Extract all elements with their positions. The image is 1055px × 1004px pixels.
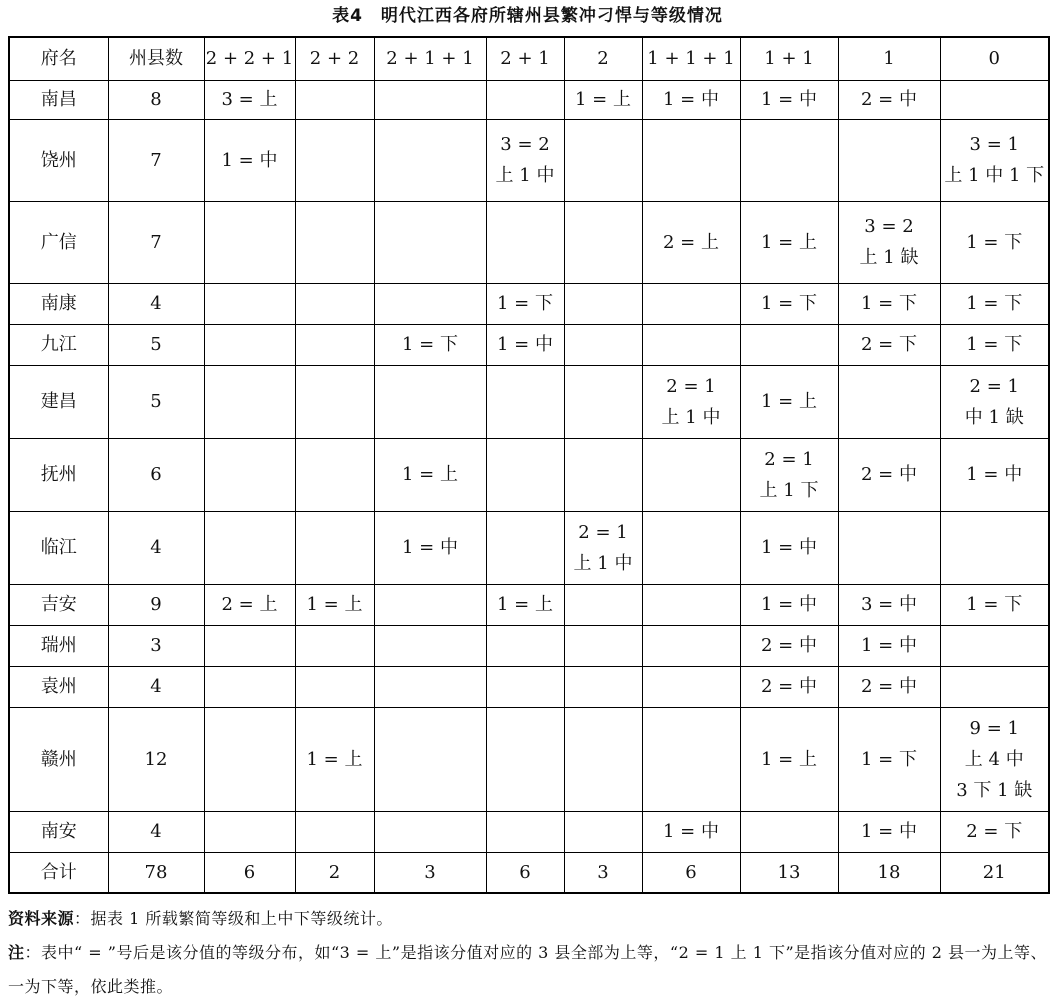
table-cell: 1 = 中: [486, 324, 564, 365]
cell-line: 2 = 1: [578, 521, 628, 543]
table-cell: 4: [108, 811, 204, 852]
table-cell: [374, 811, 486, 852]
table-cell: 3: [108, 625, 204, 666]
table-cell: [295, 365, 374, 438]
table-cell: [486, 438, 564, 511]
table-cell: [940, 511, 1049, 584]
table-cell: 吉安: [9, 584, 108, 625]
table-cell: [740, 811, 838, 852]
header-cell: 0: [940, 37, 1049, 80]
table-cell: [486, 625, 564, 666]
table-cell: 1 = 中: [740, 80, 838, 119]
table-cell: [295, 811, 374, 852]
table-cell: [564, 365, 642, 438]
table-row: [9, 438, 1049, 511]
cell-line: 上 1 中 1 下: [944, 165, 1045, 186]
table-cell: 1 = 下: [486, 283, 564, 324]
table-cell: [642, 584, 740, 625]
table-cell: 1 = 中: [740, 511, 838, 584]
source-label: 资料来源: [8, 909, 75, 928]
table-cell: 1 = 下: [940, 324, 1049, 365]
table-cell: 临江: [9, 511, 108, 584]
table-cell: [564, 707, 642, 811]
table-cell: [564, 283, 642, 324]
table-cell: 21: [940, 852, 1049, 893]
table-cell: 1 = 中: [740, 584, 838, 625]
table-cell: 1 = 下: [740, 283, 838, 324]
table-cell: [486, 365, 564, 438]
table-cell: 1 = 上: [740, 707, 838, 811]
cell-line: 上 1 缺: [859, 247, 919, 268]
table-cell: [374, 119, 486, 201]
table-cell: [642, 365, 740, 438]
cell-line: 2 = 1: [764, 448, 814, 470]
table-cell: [838, 201, 940, 283]
table-cell: [564, 811, 642, 852]
table-cell: 4: [108, 666, 204, 707]
cell-line: 3 = 2: [500, 134, 550, 155]
table-cell: [486, 119, 564, 201]
cell-line: 2 = 1: [969, 375, 1019, 397]
table-cell: 3 = 中: [838, 584, 940, 625]
header-cell: 1 + 1: [740, 37, 838, 80]
header-cell: 2 + 2 + 1: [204, 37, 295, 80]
table-cell: [838, 365, 940, 438]
table-row: [9, 511, 1049, 584]
table-cell: 1 = 上: [374, 438, 486, 511]
table-cell: 2 = 下: [940, 811, 1049, 852]
table-cell: 1 = 下: [838, 707, 940, 811]
header-cell: 1: [838, 37, 940, 80]
table-cell: [204, 324, 295, 365]
table-cell: 1 = 中: [642, 811, 740, 852]
table-cell: [204, 811, 295, 852]
table-notes: [8, 902, 1048, 1004]
table-cell: 12: [108, 707, 204, 811]
header-row: [9, 37, 1049, 80]
table-row: [9, 584, 1049, 625]
table-cell: 4: [108, 511, 204, 584]
table-cell: [295, 625, 374, 666]
table-cell: 抚州: [9, 438, 108, 511]
table-cell: 1 = 上: [486, 584, 564, 625]
table-row: [9, 666, 1049, 707]
table-cell: 1 = 上: [564, 80, 642, 119]
table-cell: 1 = 下: [940, 283, 1049, 324]
note-label: 注: [8, 943, 25, 962]
table-cell: 3: [374, 852, 486, 893]
table-cell: 13: [740, 852, 838, 893]
table-cell: [486, 201, 564, 283]
header-cell: 2: [564, 37, 642, 80]
table-cell: 2: [295, 852, 374, 893]
table-cell: 1 = 下: [838, 283, 940, 324]
table-cell: 7: [108, 119, 204, 201]
table-cell: 3: [564, 852, 642, 893]
table-cell: [642, 438, 740, 511]
header-cell: 府名: [9, 37, 108, 80]
table-cell: 1 = 上: [295, 707, 374, 811]
table-cell: 2 = 中: [740, 625, 838, 666]
table-cell: 1 = 中: [940, 438, 1049, 511]
table-cell: [564, 119, 642, 201]
table-cell: 饶州: [9, 119, 108, 201]
table-cell: 南昌: [9, 80, 108, 119]
table-cell: 1 = 上: [295, 584, 374, 625]
table-cell: 18: [838, 852, 940, 893]
table-cell: 九江: [9, 324, 108, 365]
table-cell: [486, 811, 564, 852]
table-cell: [486, 666, 564, 707]
table-cell: [204, 707, 295, 811]
cell-line: 上 1 中: [661, 406, 721, 428]
table-cell: [564, 584, 642, 625]
table-cell: [642, 666, 740, 707]
table-cell: [740, 119, 838, 201]
table-cell: 袁州: [9, 666, 108, 707]
cell-line: 上 1 下: [759, 479, 819, 501]
cell-line: 上 4 中: [964, 748, 1024, 770]
table-cell: 1 = 上: [740, 201, 838, 283]
table-title: 表4 明代江西各府所辖州县繁冲刁悍与等级情况: [332, 6, 723, 26]
table-cell: 78: [108, 852, 204, 893]
cell-line: 3 下 1 缺: [956, 779, 1033, 801]
cell-line: 上 1 中: [573, 552, 633, 574]
table-cell: [374, 283, 486, 324]
cell-line: 9 = 1: [969, 717, 1019, 739]
table-cell: [940, 625, 1049, 666]
table-cell: [940, 707, 1049, 811]
table-row: [9, 707, 1049, 811]
table-cell: [740, 438, 838, 511]
table-cell: 合计: [9, 852, 108, 893]
table-cell: [374, 584, 486, 625]
table-cell: [295, 80, 374, 119]
table-cell: [295, 511, 374, 584]
table-cell: [564, 201, 642, 283]
cell-line: 3 = 1: [969, 134, 1019, 155]
table-cell: [374, 201, 486, 283]
table-cell: 1 = 中: [204, 119, 295, 201]
table-row: [9, 625, 1049, 666]
table-cell: [564, 324, 642, 365]
table-cell: [295, 201, 374, 283]
table-cell: 2 = 中: [838, 80, 940, 119]
table-cell: [295, 324, 374, 365]
table-cell: [204, 365, 295, 438]
table-cell: [940, 666, 1049, 707]
cell-line: 3 = 2: [864, 216, 914, 237]
table-cell: 1 = 下: [940, 584, 1049, 625]
table-row: [9, 283, 1049, 324]
table-cell: [642, 283, 740, 324]
table-cell: [374, 625, 486, 666]
table-cell: [374, 80, 486, 119]
table-cell: [486, 707, 564, 811]
table-cell: 9: [108, 584, 204, 625]
data-table: [8, 36, 1050, 894]
header-cell: 2 + 2: [295, 37, 374, 80]
table-cell: [642, 625, 740, 666]
table-row: [9, 80, 1049, 119]
table-cell: 广信: [9, 201, 108, 283]
table-cell: [642, 511, 740, 584]
table-cell: [486, 511, 564, 584]
table-cell: 6: [486, 852, 564, 893]
explanatory-note: [8, 936, 1048, 1004]
table-cell: [642, 119, 740, 201]
header-cell: 1 + 1 + 1: [642, 37, 740, 80]
table-cell: [204, 625, 295, 666]
table-cell: 1 = 下: [374, 324, 486, 365]
table-cell: [295, 283, 374, 324]
table-cell: [204, 283, 295, 324]
table-cell: 1 = 下: [940, 201, 1049, 283]
header-cell: 州县数: [108, 37, 204, 80]
table-row: [9, 811, 1049, 852]
table-cell: [295, 119, 374, 201]
table-cell: [204, 666, 295, 707]
note-text: ：表中“ = ”号后是该分值的等级分布，如“3 = 上”是指该分值对应的 3 县全部为上等，“2 = 1 上 1 下”是指该分值对应的 2 县一为上等、一为下等，依此类推。: [8, 943, 1048, 996]
source-note: [8, 902, 1048, 936]
cell-line: 上 1 中: [495, 165, 555, 186]
table-cell: 6: [642, 852, 740, 893]
table-cell: 8: [108, 80, 204, 119]
cell-line: 中 1 缺: [964, 406, 1024, 428]
table-cell: 4: [108, 283, 204, 324]
table-cell: [204, 438, 295, 511]
table-cell: 6: [108, 438, 204, 511]
table-cell: [374, 365, 486, 438]
table-cell: [940, 365, 1049, 438]
table-cell: [374, 666, 486, 707]
table-cell: [486, 80, 564, 119]
table-cell: 南康: [9, 283, 108, 324]
table-row: [9, 365, 1049, 438]
table-cell: 2 = 下: [838, 324, 940, 365]
table-row: [9, 201, 1049, 283]
table-cell: 瑞州: [9, 625, 108, 666]
table-cell: [740, 324, 838, 365]
header-cell: 2 + 1 + 1: [374, 37, 486, 80]
table-cell: 1 = 中: [642, 80, 740, 119]
table-cell: 5: [108, 324, 204, 365]
table-cell: 2 = 中: [740, 666, 838, 707]
table-cell: [374, 707, 486, 811]
table-cell: 建昌: [9, 365, 108, 438]
table-cell: 2 = 上: [204, 584, 295, 625]
table-cell: [838, 511, 940, 584]
table-cell: [642, 707, 740, 811]
source-text: ：据表 1 所载繁简等级和上中下等级统计。: [74, 909, 393, 928]
table-cell: 2 = 中: [838, 666, 940, 707]
table-cell: [295, 438, 374, 511]
table-row: [9, 324, 1049, 365]
table-cell: 6: [204, 852, 295, 893]
table-cell: 1 = 中: [838, 811, 940, 852]
table-cell: 1 = 中: [838, 625, 940, 666]
table-cell: [204, 511, 295, 584]
table-cell: [940, 80, 1049, 119]
table-cell: 赣州: [9, 707, 108, 811]
table-cell: [564, 438, 642, 511]
table-cell: [564, 625, 642, 666]
table-cell: 5: [108, 365, 204, 438]
table-cell: 2 = 中: [838, 438, 940, 511]
table-row: [9, 852, 1049, 893]
table-cell: [564, 511, 642, 584]
table-cell: [204, 201, 295, 283]
table-cell: [838, 119, 940, 201]
table-cell: 南安: [9, 811, 108, 852]
table-cell: [295, 666, 374, 707]
table-cell: [642, 324, 740, 365]
table-cell: 3 = 上: [204, 80, 295, 119]
cell-line: 2 = 1: [666, 375, 716, 397]
table-cell: 7: [108, 201, 204, 283]
table-row: [9, 119, 1049, 201]
header-cell: 2 + 1: [486, 37, 564, 80]
table-cell: 1 = 中: [374, 511, 486, 584]
table-cell: [564, 666, 642, 707]
table-cell: 2 = 上: [642, 201, 740, 283]
table-cell: [940, 119, 1049, 201]
table-cell: 1 = 上: [740, 365, 838, 438]
